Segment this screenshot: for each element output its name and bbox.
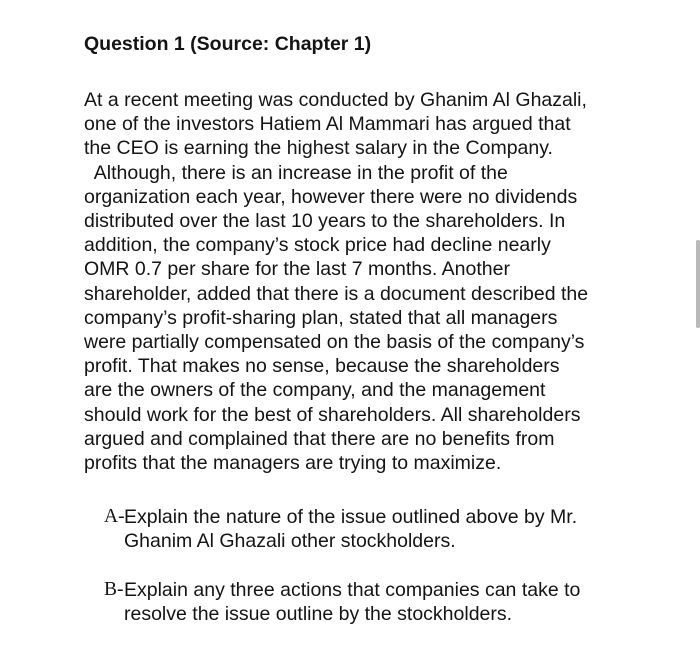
scrollbar[interactable] xyxy=(696,240,700,328)
body-line: addition, the company’s stock price had decline nearly xyxy=(84,234,551,257)
document xyxy=(84,32,624,650)
body-line: one of the investors Hatiem Al Mammari has argued that xyxy=(84,113,571,136)
sub-question-list xyxy=(84,505,624,626)
body-line: distributed over the last 10 years to the shareholders. In xyxy=(84,210,566,233)
body-line: are the owners of the company, and the management xyxy=(84,379,546,402)
body-line: profits that the managers are trying to maximize. xyxy=(84,452,502,475)
body-line: were partially compensated on the basis of the company’s xyxy=(84,331,585,354)
question-body xyxy=(84,88,624,475)
body-line: shareholder, added that there is a document described the xyxy=(84,282,589,305)
body-line: argued and complained that there are no benefits from xyxy=(84,427,555,450)
body-line: Although, there is an increase in the profit of the xyxy=(84,161,508,184)
body-line: company’s profit-sharing plan, stated that all managers xyxy=(84,306,558,329)
sub-question-marker: B- xyxy=(104,578,124,600)
body-line: organization each year, however there were no dividends xyxy=(84,185,578,208)
body-line: At a recent meeting was conducted by Ghanim Al Ghazali, xyxy=(84,89,587,111)
sub-question-marker: A- xyxy=(104,506,125,528)
body-line: should work for the best of shareholders. All shareholders xyxy=(84,403,581,426)
body-line: OMR 0.7 per share for the last 7 months. Another xyxy=(84,258,510,281)
body-line: the CEO is earning the highest salary in the Company. xyxy=(84,137,553,160)
body-line: profit. That makes no sense, because the shareholders xyxy=(84,355,560,378)
sub-question-text: Explain any three actions that companies can take to resolve the issue outline by the stockholders. xyxy=(124,578,581,625)
sub-question-b xyxy=(84,578,624,626)
sub-question-a xyxy=(84,505,624,553)
question-title: Question 1 (Source: Chapter 1) xyxy=(84,33,372,55)
sub-question-text: Explain the nature of the issue outlined above by Mr. Ghanim Al Ghazali other stockholders. xyxy=(124,506,578,553)
